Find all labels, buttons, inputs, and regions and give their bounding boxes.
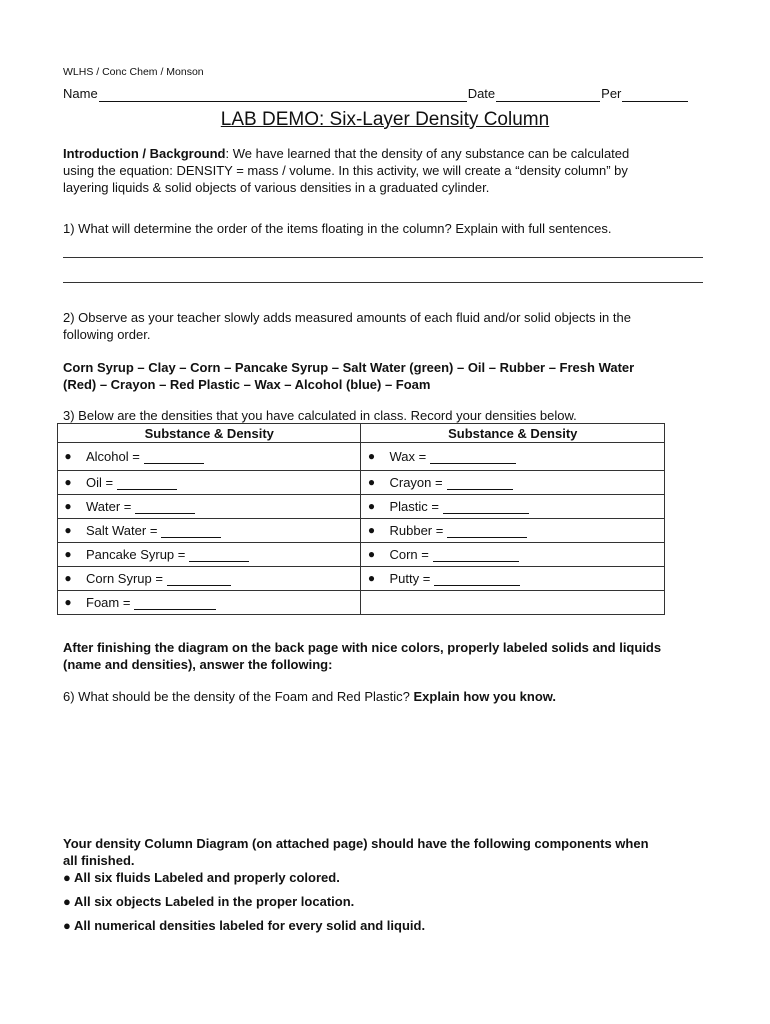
bullet-icon: ●	[367, 449, 376, 463]
bullet-icon: ●	[64, 571, 72, 585]
bullet-icon: ●	[64, 595, 72, 609]
bullet-icon: ●	[367, 571, 376, 585]
question-2-line2: following order.	[63, 327, 151, 342]
cell-salt-water: ● Salt Water =	[58, 519, 361, 543]
salt-water-blank[interactable]	[161, 524, 221, 538]
cell-rubber: ● Rubber =	[361, 519, 665, 543]
layer-order-line1: Corn Syrup – Clay – Corn – Pancake Syrup – Salt Water (green) – Oil – Rubber – Fresh Water	[63, 360, 635, 375]
intro-label: Introduction / Background	[63, 146, 226, 161]
question-1: 1) What will determine the order of the items floating in the column? Explain with full sentences.	[63, 221, 612, 236]
water-blank[interactable]	[135, 500, 195, 514]
bullet-icon: ●	[64, 475, 72, 489]
corn-blank[interactable]	[433, 548, 519, 562]
layer-order	[63, 359, 713, 393]
table-row	[58, 495, 665, 519]
crayon-blank[interactable]	[447, 476, 513, 490]
table-row	[58, 443, 665, 471]
intro-text-line2: using the equation: DENSITY = mass / volume. In this activity, we will create a “density column” by	[63, 163, 628, 178]
cell-corn: ● Corn =	[361, 543, 665, 567]
putty-blank[interactable]	[434, 572, 520, 586]
name-field[interactable]	[99, 88, 467, 102]
answer-line-2[interactable]	[63, 282, 703, 283]
bullet-icon: ●	[367, 475, 376, 489]
cell-pancake-syrup: ● Pancake Syrup =	[58, 543, 361, 567]
after-line2: (name and densities), answer the following:	[63, 657, 333, 672]
question-6	[63, 688, 556, 705]
bullet-icon: ●	[367, 523, 376, 537]
question-2-line1: 2) Observe as your teacher slowly adds measured amounts of each fluid and/or solid objects in the	[63, 310, 631, 325]
alcohol-blank[interactable]	[144, 450, 204, 464]
cell-water: ● Water =	[58, 495, 361, 519]
answer-line-1[interactable]	[63, 257, 703, 258]
bullet-icon: ●	[64, 499, 72, 513]
after-diagram-instructions	[63, 639, 713, 673]
cell-crayon: ● Crayon =	[361, 471, 665, 495]
bullet-icon: ●	[367, 547, 376, 561]
oil-blank[interactable]	[117, 476, 177, 490]
requirements-intro-line2: all finished.	[63, 853, 135, 868]
question-6-bold: Explain how you know.	[413, 689, 557, 704]
after-line1: After finishing the diagram on the back page with nice colors, properly labeled solids and liquids	[63, 640, 662, 655]
question-3: 3) Below are the densities that you have calculated in class. Record your densities below.	[63, 408, 577, 423]
header-left: Substance & Density	[58, 424, 361, 443]
cell-wax: ● Wax =	[361, 443, 665, 471]
bullet-icon: ●	[64, 547, 72, 561]
date-field[interactable]	[496, 88, 600, 102]
density-table-header	[58, 424, 665, 443]
question-6-text: 6) What should be the density of the Foam and Red Plastic?	[63, 689, 414, 704]
table-row	[58, 543, 665, 567]
rubber-blank[interactable]	[447, 524, 527, 538]
intro-text-line1: : We have learned that the density of any substance can be calculated	[225, 146, 630, 161]
requirements	[63, 835, 713, 934]
cell-oil: ● Oil =	[58, 471, 361, 495]
requirement-item: ● All numerical densities labeled for every solid and liquid.	[63, 918, 426, 933]
date-label: Date	[467, 86, 496, 101]
cell-foam: ● Foam =	[58, 591, 361, 615]
header-right: Substance & Density	[361, 424, 665, 443]
requirement-item: ● All six fluids Labeled and properly colored.	[63, 870, 340, 885]
layer-order-line2: (Red) – Crayon – Red Plastic – Wax – Alcohol (blue) – Foam	[63, 377, 431, 392]
name-label: Name	[63, 86, 98, 101]
table-row	[58, 519, 665, 543]
bullet-icon: ●	[367, 499, 376, 513]
intro-paragraph	[63, 145, 713, 196]
per-field[interactable]	[622, 88, 688, 102]
page-title: LAB DEMO: Six-Layer Density Column	[220, 109, 550, 130]
cell-alcohol: ● Alcohol =	[58, 443, 361, 471]
table-row	[58, 471, 665, 495]
cell-empty	[361, 591, 665, 615]
course-header: WLHS / Conc Chem / Monson	[63, 66, 204, 78]
foam-blank[interactable]	[134, 596, 216, 610]
requirement-item: ● All six objects Labeled in the proper location.	[63, 894, 355, 909]
cell-corn-syrup: ● Corn Syrup =	[58, 567, 361, 591]
plastic-blank[interactable]	[443, 500, 529, 514]
corn-syrup-blank[interactable]	[167, 572, 231, 586]
bullet-icon: ●	[64, 523, 72, 537]
cell-putty: ● Putty =	[361, 567, 665, 591]
bullet-icon: ●	[64, 449, 72, 463]
wax-blank[interactable]	[430, 450, 516, 464]
requirements-intro-line1: Your density Column Diagram (on attached page) should have the following components when	[63, 836, 649, 851]
table-row	[58, 567, 665, 591]
question-2	[63, 309, 713, 343]
intro-text-line3: layering liquids & solid objects of various densities in a graduated cylinder.	[63, 180, 490, 195]
name-date-per-line	[63, 85, 689, 102]
pancake-syrup-blank[interactable]	[189, 548, 249, 562]
table-row	[58, 591, 665, 615]
per-label: Per	[601, 86, 622, 101]
density-table	[57, 423, 665, 615]
cell-plastic: ● Plastic =	[361, 495, 665, 519]
